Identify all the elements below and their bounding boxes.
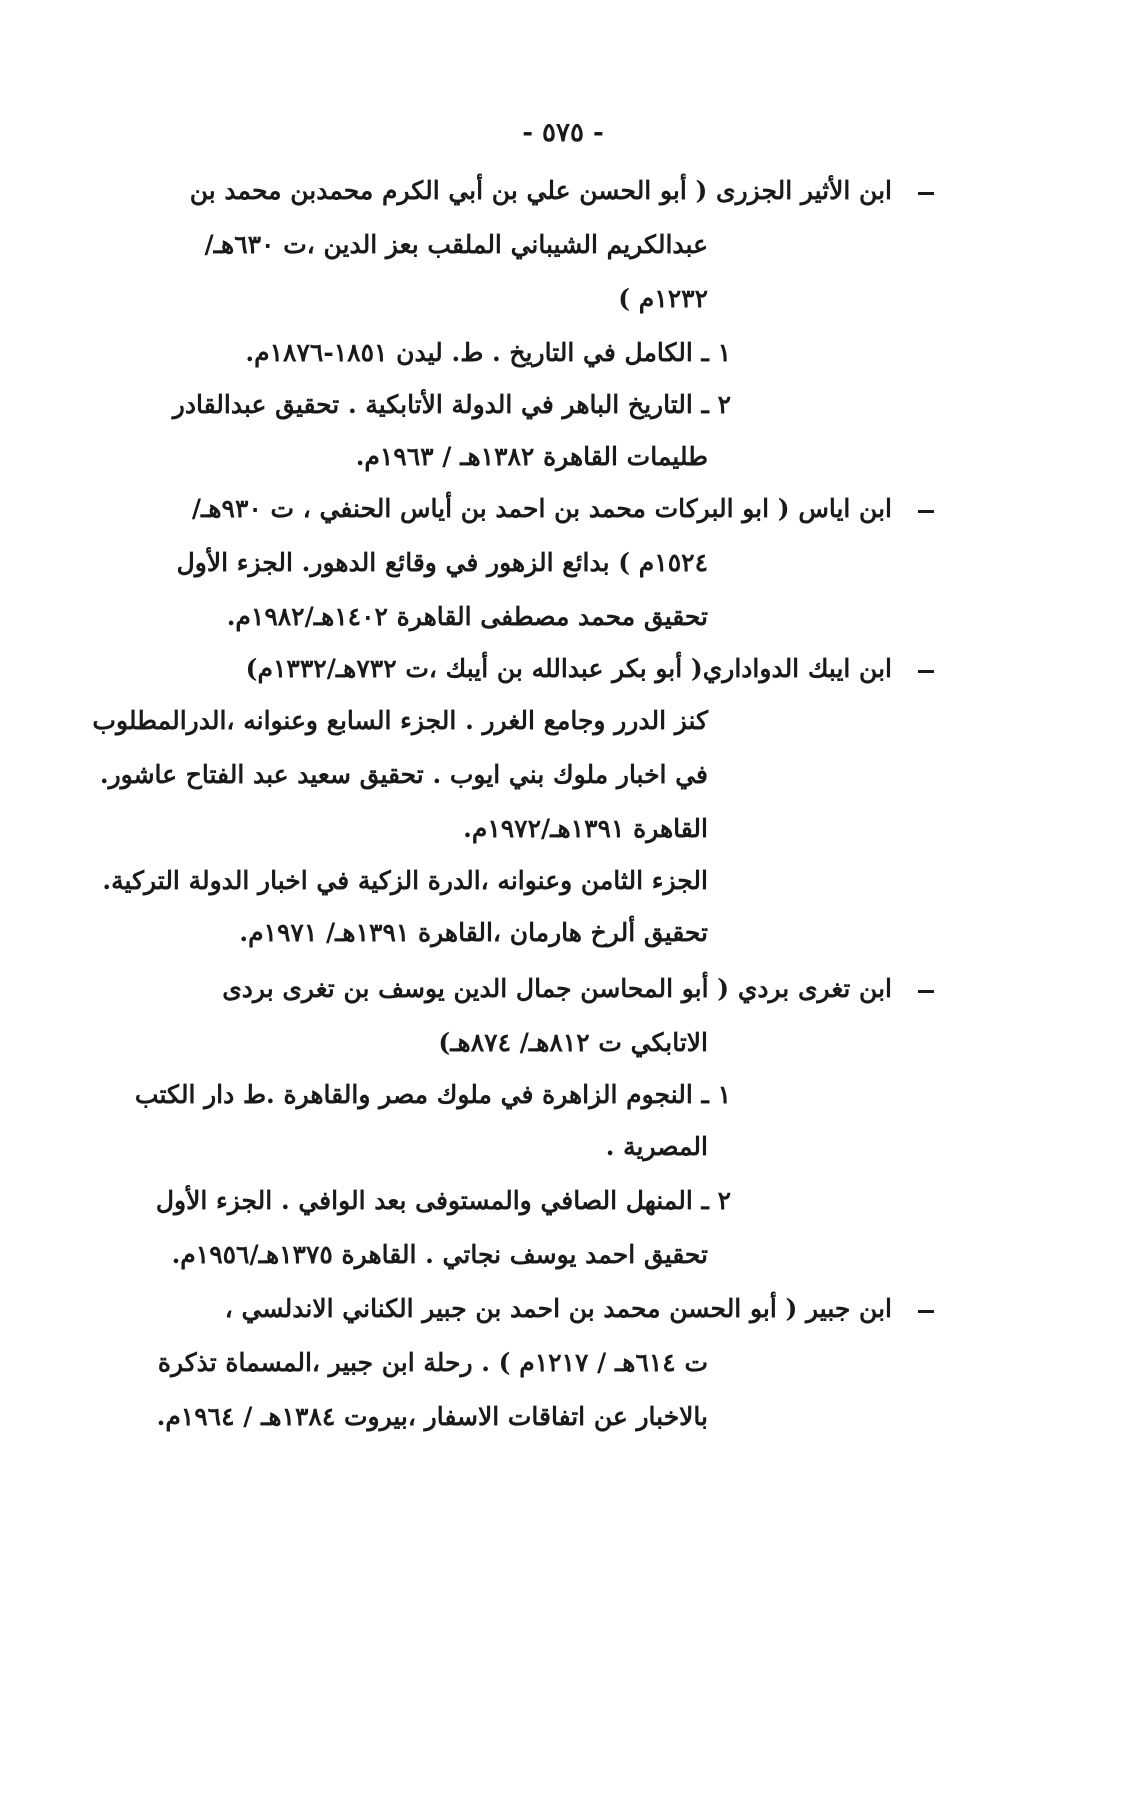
entry-continuation: الجزء الثامن وعنوانه ،الدرة الزكية في اخبار الدولة التركية. — [102, 866, 708, 895]
entry-heading: ابن اياس ( ابو البركات محمد بن احمد بن أياس الحنفي ، ت ٩٣٠هـ/ — [191, 494, 892, 523]
entry-continuation: تحقيق محمد مصطفى القاهرة ١٤٠٢هـ/١٩٨٢م. — [226, 602, 708, 631]
work-line: ١ ـ الكامل في التاريخ . ط. ليدن ١٨٥١-١٨٧٦م. — [245, 338, 731, 367]
entry-continuation: ت ٦١٤هـ / ١٢١٧م ) . رحلة ابن جبير ،المسماة تذكرة — [157, 1348, 708, 1377]
entry-continuation: تحقيق ألرخ هارمان ،القاهرة ١٣٩١هـ/ ١٩٧١م. — [239, 918, 708, 947]
entry-continuation: ١٥٢٤م ) بدائع الزهور في وقائع الدهور. الجزء الأول — [176, 548, 708, 577]
entry-continuation: الاتابكي ت ٨١٢هـ/ ٨٧٤هـ) — [438, 1028, 708, 1057]
entry-heading: ابن تغرى بردي ( أبو المحاسن جمال الدين يوسف بن تغرى بردى — [222, 974, 892, 1003]
work-line: ١ ـ النجوم الزاهرة في ملوك مصر والقاهرة .ط دار الكتب — [134, 1080, 731, 1109]
entry-continuation: بالاخبار عن اتفاقات الاسفار ،بيروت ١٣٨٤هـ / ١٩٦٤م. — [156, 1402, 708, 1431]
entry-continuation: عبدالكريم الشيباني الملقب بعز الدين ،ت ٦٣٠هـ/ — [204, 230, 708, 259]
entry-bullet — [918, 510, 934, 513]
work-line: تحقيق احمد يوسف نجاتي . القاهرة ١٣٧٥هـ/١٩٥٦م. — [171, 1240, 708, 1269]
work-line: المصرية . — [605, 1132, 708, 1161]
entry-continuation: ١٢٣٢م ) — [618, 284, 708, 313]
entry-bullet — [918, 990, 934, 993]
work-line: ٢ ـ التاريخ الباهر في الدولة الأتابكية . تحقيق عبدالقادر — [172, 390, 731, 419]
entry-continuation: القاهرة ١٣٩١هـ/١٩٧٢م. — [463, 814, 708, 843]
entry-heading: ابن ايبك الدواداري( أبو بكر عبدالله بن أيبك ،ت ٧٣٢هـ/١٣٣٢م) — [245, 654, 892, 683]
entry-continuation: كنز الدرر وجامع الغرر . الجزء السابع وعنوانه ،الدرالمطلوب — [92, 706, 708, 735]
entry-bullet — [918, 1310, 934, 1313]
entry-bullet — [918, 670, 934, 673]
work-line: ٢ ـ المنهل الصافي والمستوفى بعد الوافي . الجزء الأول — [155, 1186, 731, 1215]
entry-continuation: في اخبار ملوك بني ايوب . تحقيق سعيد عبد الفتاح عاشور. — [99, 760, 708, 789]
work-line: طليمات القاهرة ١٣٨٢هـ / ١٩٦٣م. — [355, 442, 708, 471]
entry-heading: ابن جبير ( أبو الحسن محمد بن احمد بن جبير الكناني الاندلسي ، — [224, 1294, 892, 1323]
page-number: - ٥٧٥ - — [522, 118, 604, 148]
entry-bullet — [918, 192, 934, 195]
entry-heading: ابن الأثير الجزرى ( أبو الحسن علي بن أبي الكرم محمدبن محمد بن — [189, 176, 892, 205]
